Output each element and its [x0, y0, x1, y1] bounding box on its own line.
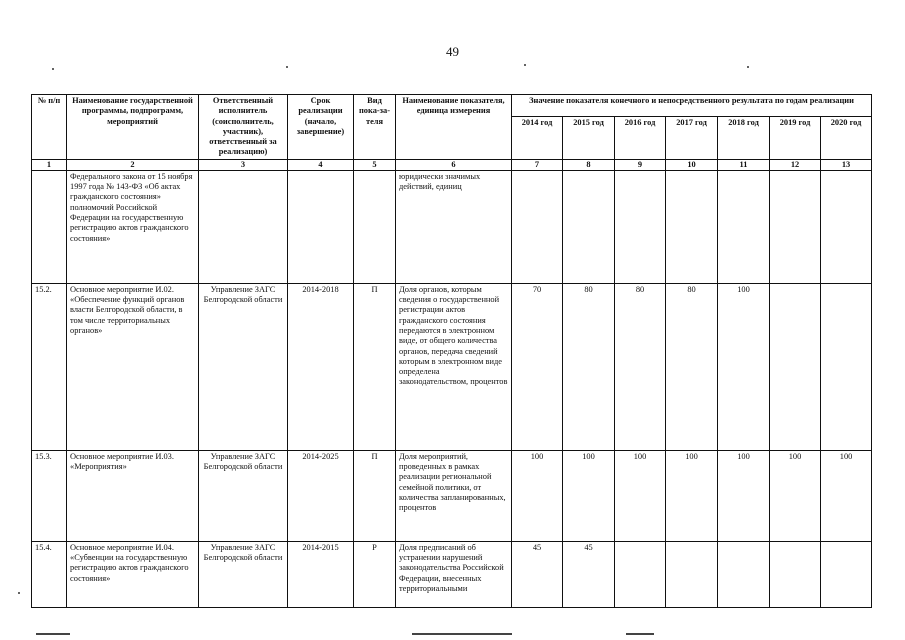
row-value: [821, 283, 872, 450]
row-value: 45: [512, 541, 563, 607]
row-value: 80: [563, 283, 615, 450]
scan-speck: [286, 66, 288, 68]
row-value: 100: [718, 283, 770, 450]
header-executor: Ответственный исполнитель (соисполнитель, участник), ответственный за реализацию): [199, 95, 288, 160]
header-indicator-name: Наименование показателя, единица измерения: [396, 95, 512, 160]
row-value: [770, 541, 821, 607]
row-value: [821, 170, 872, 283]
row-num: 15.2.: [32, 283, 67, 450]
row-executor: Управление ЗАГС Белгородской области: [199, 541, 288, 607]
row-executor: Управление ЗАГС Белгородской области: [199, 283, 288, 450]
row-type: Р: [354, 541, 396, 607]
row-value: 45: [563, 541, 615, 607]
program-table: [31, 94, 872, 608]
header-num: № п/п: [32, 95, 67, 160]
scan-speck: [52, 68, 54, 70]
column-number: 8: [563, 159, 615, 170]
row-executor: Управление ЗАГС Белгородской области: [199, 450, 288, 541]
scan-speck: [747, 66, 749, 68]
row-term: 2014-2015: [288, 541, 354, 607]
row-program: Федерального закона от 15 ноября 1997 года № 143-ФЗ «Об актах гражданского состояния» полномочий Российской Федерации на государственную регистрацию актов гражданского состояния»: [67, 170, 199, 283]
header-year: 2018 год: [718, 117, 770, 160]
row-term: [288, 170, 354, 283]
row-value: [770, 170, 821, 283]
header-year: 2015 год: [563, 117, 615, 160]
row-value: 100: [718, 450, 770, 541]
row-program: Основное мероприятие И.02. «Обеспечение функций органов власти Белгородской области, в том числе территориальных органов»: [67, 283, 199, 450]
column-number: 11: [718, 159, 770, 170]
row-type: [354, 170, 396, 283]
column-number: 4: [288, 159, 354, 170]
row-num: 15.3.: [32, 450, 67, 541]
row-value: 80: [666, 283, 718, 450]
column-number: 2: [67, 159, 199, 170]
row-value: [512, 170, 563, 283]
row-type: П: [354, 283, 396, 450]
row-num: [32, 170, 67, 283]
column-number: 5: [354, 159, 396, 170]
row-term: 2014-2025: [288, 450, 354, 541]
row-value: [615, 170, 666, 283]
header-term: Срок реализации (начало, завершение): [288, 95, 354, 160]
row-term: 2014-2018: [288, 283, 354, 450]
row-value: 100: [666, 450, 718, 541]
column-number: 1: [32, 159, 67, 170]
row-value: [666, 170, 718, 283]
row-type: П: [354, 450, 396, 541]
header-values-group: Значение показателя конечного и непосредственного результата по годам реализации: [512, 95, 872, 117]
header-year: 2019 год: [770, 117, 821, 160]
bottom-rule: [36, 633, 70, 635]
row-value: [615, 541, 666, 607]
row-value: [718, 170, 770, 283]
header-row: [32, 95, 872, 117]
header-program: Наименование государственной программы, подпрограмм, мероприятий: [67, 95, 199, 160]
column-number: 6: [396, 159, 512, 170]
page-number: 49: [446, 44, 459, 59]
row-value: [821, 541, 872, 607]
row-indicator: юридически значимых действий, единиц: [396, 170, 512, 283]
column-number: 10: [666, 159, 718, 170]
header-year: 2017 год: [666, 117, 718, 160]
row-value: [770, 283, 821, 450]
column-number: 12: [770, 159, 821, 170]
row-value: 100: [563, 450, 615, 541]
column-number: 9: [615, 159, 666, 170]
scan-speck: [524, 64, 526, 66]
row-program: Основное мероприятие И.03. «Мероприятия»: [67, 450, 199, 541]
row-value: 100: [770, 450, 821, 541]
row-value: 100: [821, 450, 872, 541]
table-row: [32, 283, 872, 450]
column-number: 13: [821, 159, 872, 170]
scan-speck: [18, 592, 20, 594]
row-program: Основное мероприятие И.04. «Субвенции на государственную регистрацию актов гражданского состояния»: [67, 541, 199, 607]
table-row: [32, 170, 872, 283]
row-indicator: Доля мероприятий, проведенных в рамках реализации региональной семейной политики, от количества запланированных, процентов: [396, 450, 512, 541]
table-row: [32, 541, 872, 607]
row-value: [563, 170, 615, 283]
row-value: 80: [615, 283, 666, 450]
bottom-rule: [412, 633, 512, 635]
row-value: 70: [512, 283, 563, 450]
header-year: 2014 год: [512, 117, 563, 160]
row-executor: [199, 170, 288, 283]
row-indicator: Доля предписаний об устранении нарушений законодательства Российской Федерации, внесенных территориальными: [396, 541, 512, 607]
row-value: [718, 541, 770, 607]
row-value: 100: [615, 450, 666, 541]
bottom-rule: [626, 633, 654, 635]
table-row: [32, 450, 872, 541]
row-value: 100: [512, 450, 563, 541]
header-year: 2016 год: [615, 117, 666, 160]
column-number: 7: [512, 159, 563, 170]
header-indicator-type: Вид пока-за-теля: [354, 95, 396, 160]
column-number: 3: [199, 159, 288, 170]
row-value: [666, 541, 718, 607]
header-year: 2020 год: [821, 117, 872, 160]
column-number-row: [32, 159, 872, 170]
row-num: 15.4.: [32, 541, 67, 607]
row-indicator: Доля органов, которым сведения о государственной регистрации актов гражданского состояния передаются в электронном виде, от общего количества органов, передача сведений которым в электронном виде определена законодательством, процентов: [396, 283, 512, 450]
